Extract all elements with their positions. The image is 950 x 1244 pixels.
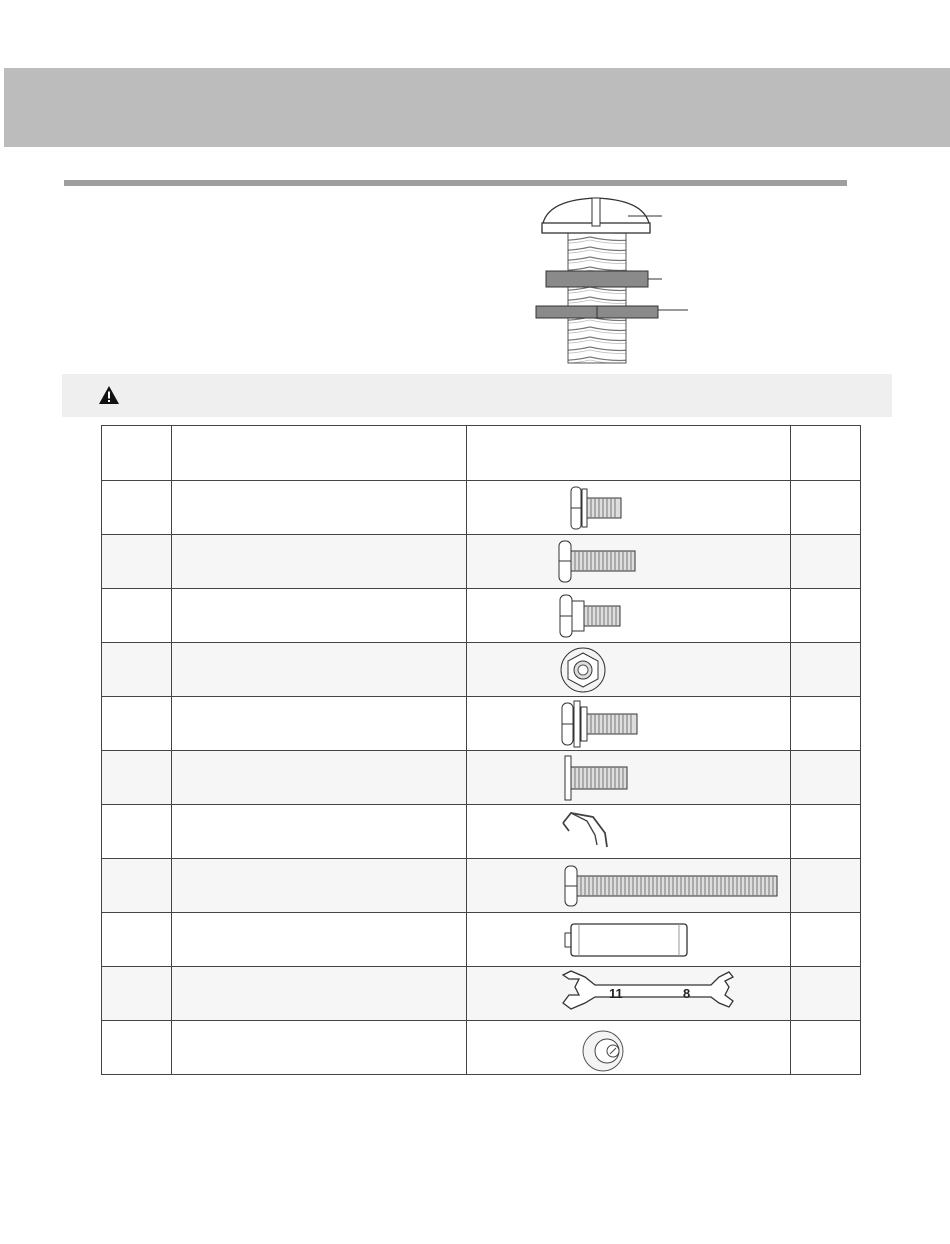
part-no-cell <box>102 913 172 967</box>
part-no-cell <box>102 643 172 697</box>
shoulder-screw-icon <box>467 589 791 642</box>
part-no-cell <box>102 697 172 751</box>
part-description-cell <box>172 481 467 535</box>
part-no-cell <box>102 481 172 535</box>
part-no-cell <box>102 751 172 805</box>
part-qty-cell <box>791 1021 861 1075</box>
part-image-cell <box>467 859 791 913</box>
part-image-cell <box>467 697 791 751</box>
part-image-cell <box>467 535 791 589</box>
flange-nut-icon <box>467 643 791 696</box>
header-cell-no <box>102 426 172 481</box>
part-image-cell <box>467 643 791 697</box>
screw-washer-assembly-icon <box>530 195 710 365</box>
part-description-cell <box>172 697 467 751</box>
table-row <box>102 589 861 643</box>
part-image-cell <box>467 589 791 643</box>
header-cell-image <box>467 426 791 481</box>
table-row <box>102 697 861 751</box>
header-band <box>4 68 950 147</box>
warning-icon <box>98 385 120 405</box>
wire-clip-icon <box>467 805 791 858</box>
wrench-size-right: 8 <box>683 986 691 1001</box>
flat-head-bolt-icon <box>467 751 791 804</box>
screw-with-double-washer-icon <box>467 697 791 750</box>
long-machine-screw-icon <box>467 859 791 912</box>
part-no-cell <box>102 805 172 859</box>
part-qty-cell <box>791 805 861 859</box>
part-qty-cell <box>791 859 861 913</box>
part-qty-cell <box>791 481 861 535</box>
part-description-cell <box>172 913 467 967</box>
part-description-cell <box>172 751 467 805</box>
header-cell-quantity <box>791 426 861 481</box>
part-description-cell <box>172 1021 467 1075</box>
part-qty-cell <box>791 589 861 643</box>
part-image-cell <box>467 1021 791 1075</box>
part-qty-cell <box>791 643 861 697</box>
part-image-cell <box>467 967 791 1021</box>
table-row <box>102 1021 861 1075</box>
screw-with-washer-short-icon <box>467 481 791 534</box>
cylinder-spacer-icon <box>467 913 791 966</box>
section-divider <box>64 180 847 186</box>
double-open-end-wrench-icon <box>467 967 791 1020</box>
part-description-cell <box>172 643 467 697</box>
table-header-row <box>102 426 861 481</box>
part-no-cell <box>102 1021 172 1075</box>
warning-band <box>62 374 892 417</box>
table-row <box>102 751 861 805</box>
table-row <box>102 643 861 697</box>
part-image-cell <box>467 751 791 805</box>
part-image-cell <box>467 913 791 967</box>
table-row <box>102 859 861 913</box>
part-no-cell <box>102 535 172 589</box>
header-cell-description <box>172 426 467 481</box>
pan-head-screw-long-icon <box>467 535 791 588</box>
part-description-cell <box>172 805 467 859</box>
part-qty-cell <box>791 751 861 805</box>
part-no-cell <box>102 589 172 643</box>
table-row <box>102 967 861 1021</box>
part-description-cell <box>172 589 467 643</box>
part-no-cell <box>102 859 172 913</box>
table-row <box>102 805 861 859</box>
parts-table <box>101 425 861 1075</box>
part-image-cell <box>467 805 791 859</box>
part-qty-cell <box>791 913 861 967</box>
table-row <box>102 535 861 589</box>
part-qty-cell <box>791 697 861 751</box>
part-no-cell <box>102 967 172 1021</box>
part-qty-cell <box>791 535 861 589</box>
part-description-cell <box>172 535 467 589</box>
table-row <box>102 913 861 967</box>
knob-cap-icon <box>467 1021 791 1074</box>
wrench-size-left: 11 <box>609 986 623 1001</box>
part-qty-cell <box>791 967 861 1021</box>
part-description-cell <box>172 967 467 1021</box>
table-row <box>102 481 861 535</box>
part-description-cell <box>172 859 467 913</box>
part-image-cell <box>467 481 791 535</box>
